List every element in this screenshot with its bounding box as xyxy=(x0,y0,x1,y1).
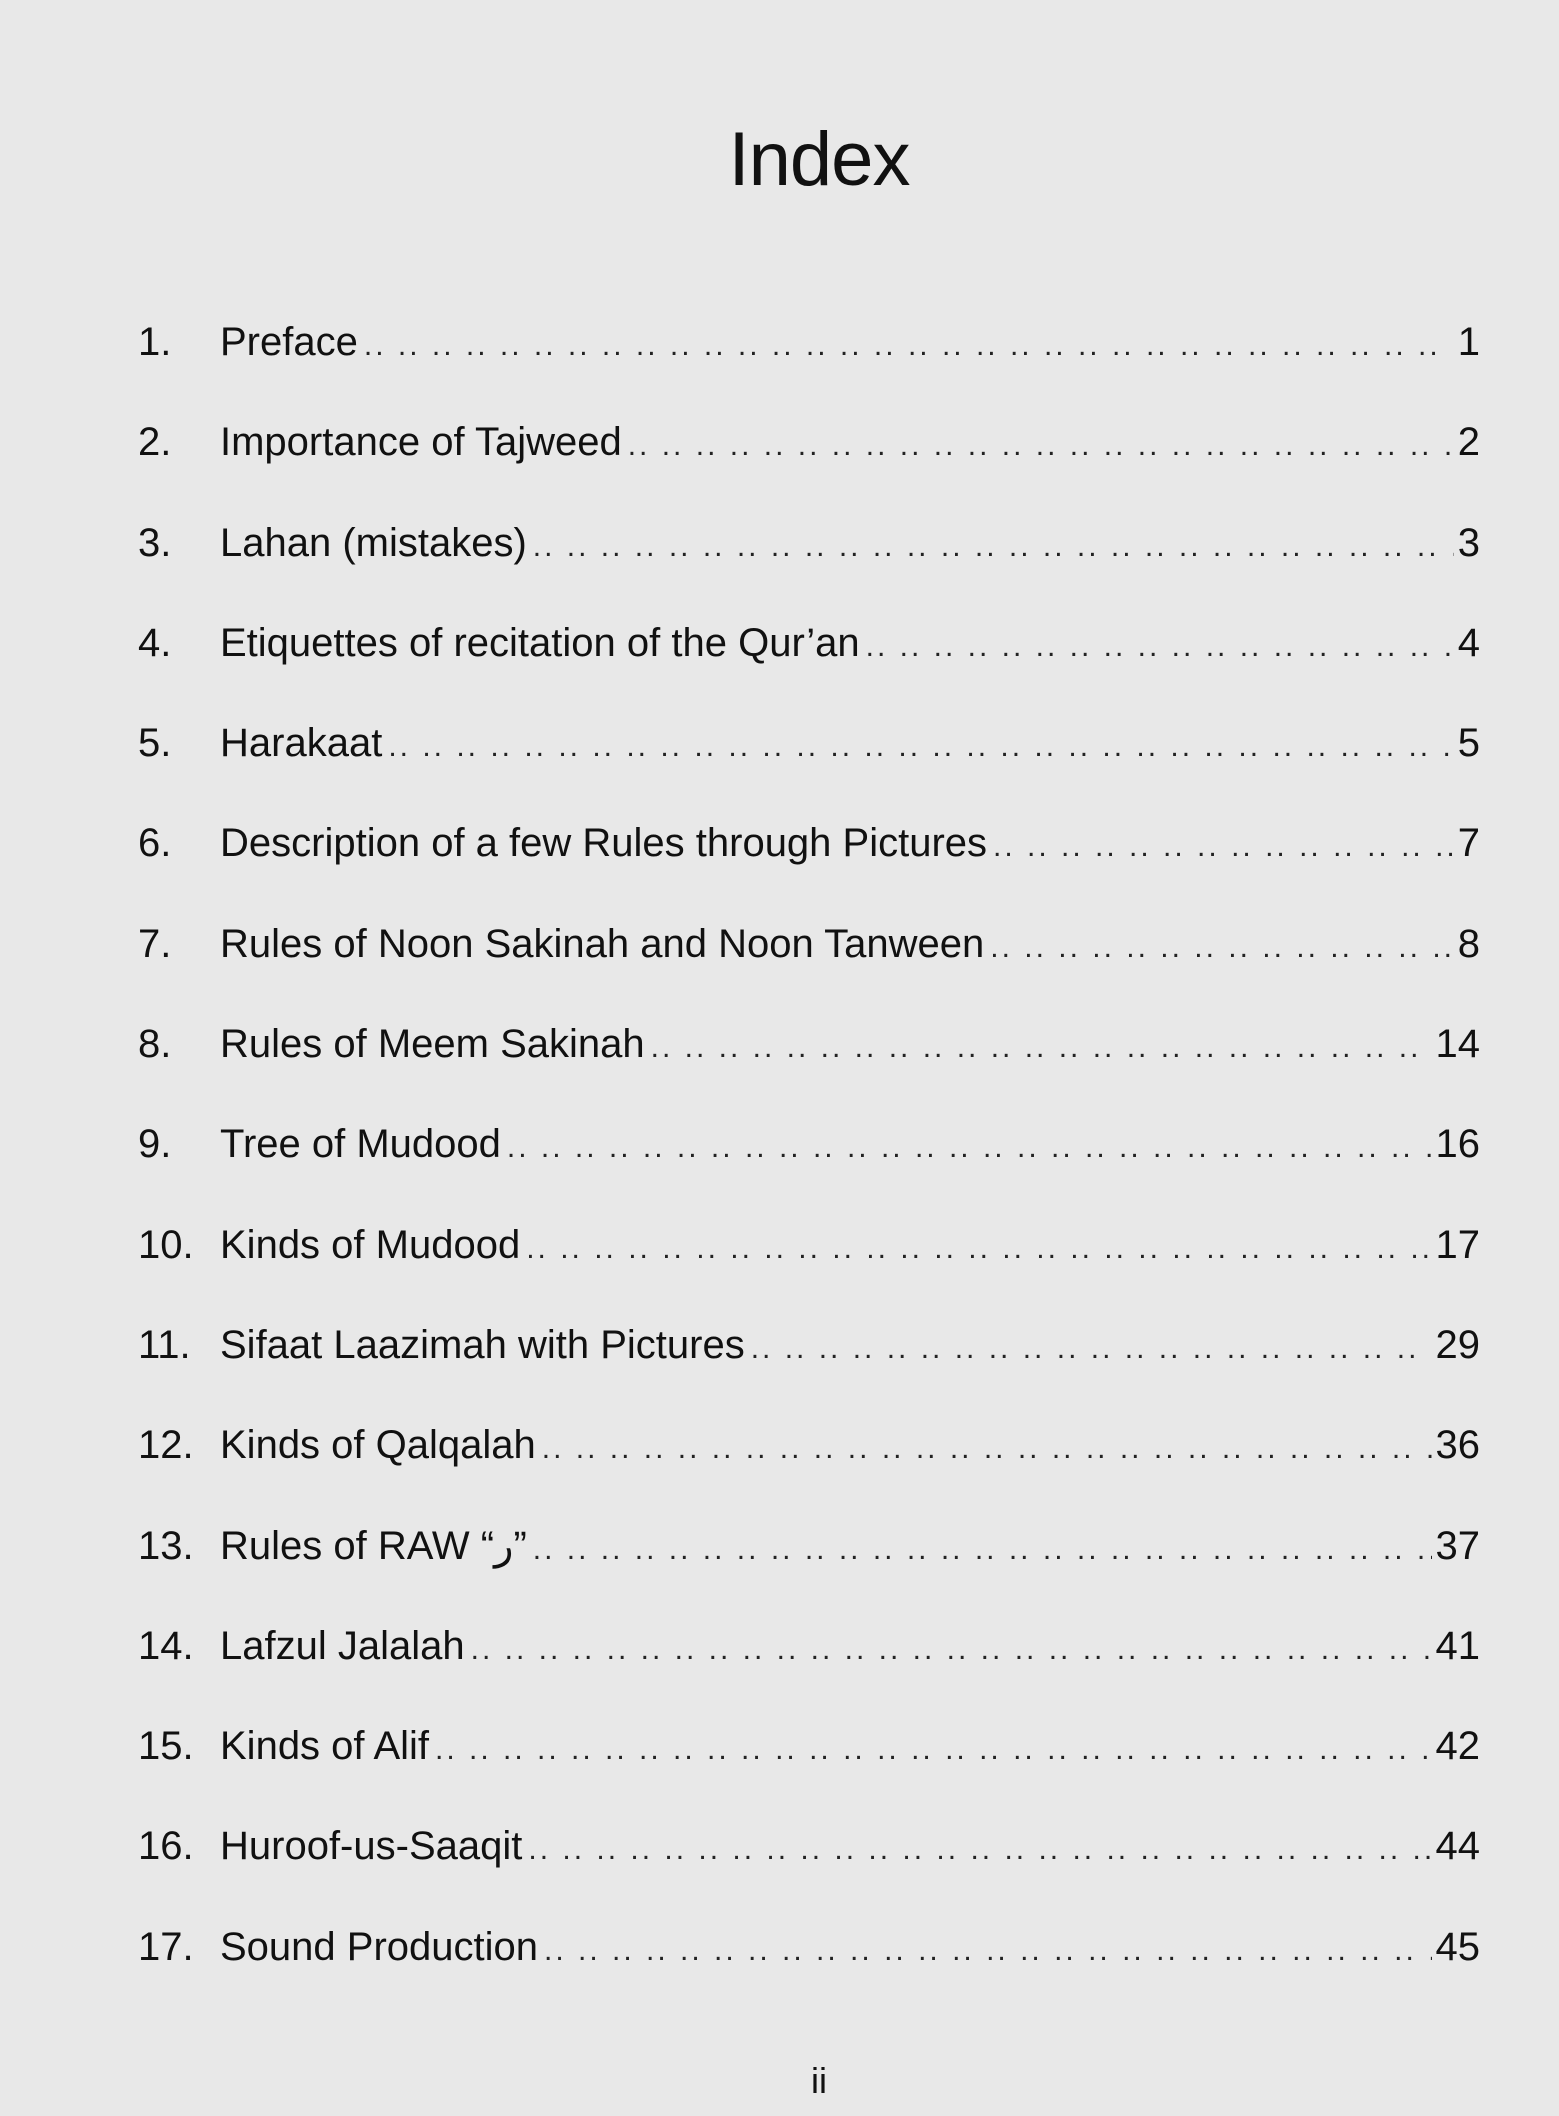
toc-entry-page: 14 xyxy=(1435,1022,1480,1067)
toc-entry-sound-production[interactable] xyxy=(138,1924,1480,2027)
toc-entry-sifaat-laazimah[interactable] xyxy=(138,1322,1480,1425)
toc-entry-title: Kinds of Mudood xyxy=(220,1222,521,1267)
toc-entry-title: Tree of Mudood xyxy=(220,1122,501,1167)
dot-leader xyxy=(751,1334,1432,1364)
table-of-contents xyxy=(138,322,1480,2027)
toc-entry-rules-of-raw[interactable] xyxy=(138,1523,1480,1626)
toc-entry-number: 15. xyxy=(138,1724,194,1769)
toc-entry-number: 1. xyxy=(138,320,172,364)
toc-entry-page: 7 xyxy=(1457,821,1480,866)
toc-entry-number: 10. xyxy=(138,1222,194,1267)
toc-entry-huroof-us-saaqit[interactable] xyxy=(138,1826,1480,1926)
dot-leader xyxy=(651,1033,1432,1063)
dot-leader xyxy=(628,431,1454,461)
dot-leader xyxy=(533,1535,1432,1565)
dot-leader xyxy=(528,1835,1431,1865)
toc-entry-title: Huroof-us-Saaqit xyxy=(220,1824,523,1869)
toc-entry-number: 5. xyxy=(138,721,172,766)
page-number: ii xyxy=(811,2060,827,2101)
toc-entry-title: Sound Production xyxy=(220,1924,539,1969)
toc-entry-number: 8. xyxy=(138,1022,172,1067)
dot-leader xyxy=(364,331,1454,361)
toc-entry-page: 29 xyxy=(1435,1322,1480,1367)
toc-entry-page: 1 xyxy=(1457,320,1480,364)
toc-entry-page: 8 xyxy=(1457,921,1480,966)
dot-leader xyxy=(471,1635,1432,1665)
toc-entry-rules-through-pictures[interactable] xyxy=(138,823,1480,923)
toc-entry-kinds-of-mudood[interactable] xyxy=(138,1222,1480,1325)
toc-entry-number: 4. xyxy=(138,620,172,665)
dot-leader xyxy=(993,832,1454,862)
page-title: Index xyxy=(728,117,910,202)
dot-leader xyxy=(866,632,1454,662)
toc-entry-tree-of-mudood[interactable] xyxy=(138,1124,1480,1224)
toc-entry-preface[interactable] xyxy=(138,322,1480,422)
dot-leader xyxy=(533,532,1454,562)
toc-entry-title: Rules of RAW “ر” xyxy=(220,1523,527,1568)
toc-entry-title: Harakaat xyxy=(220,721,383,766)
toc-entry-lahan[interactable] xyxy=(138,520,1480,623)
toc-entry-number: 6. xyxy=(138,821,172,866)
toc-entry-importance-of-tajweed[interactable] xyxy=(138,422,1480,522)
toc-entry-kinds-of-qalqalah[interactable] xyxy=(138,1425,1480,1525)
toc-entry-number: 16. xyxy=(138,1824,194,1869)
toc-entry-number: 17. xyxy=(138,1924,194,1969)
toc-entry-page: 41 xyxy=(1435,1623,1480,1668)
toc-entry-etiquettes[interactable] xyxy=(138,620,1480,723)
toc-entry-kinds-of-alif[interactable] xyxy=(138,1726,1480,1826)
toc-entry-title: Lafzul Jalalah xyxy=(220,1623,465,1668)
toc-entry-title: Kinds of Qalqalah xyxy=(220,1423,536,1468)
toc-entry-title: Sifaat Laazimah with Pictures xyxy=(220,1322,745,1367)
toc-entry-number: 13. xyxy=(138,1523,194,1568)
toc-entry-page: 4 xyxy=(1457,620,1480,665)
toc-entry-title: Description of a few Rules through Pictures xyxy=(220,821,988,866)
toc-entry-meem-sakinah[interactable] xyxy=(138,1024,1480,1124)
toc-entry-page: 45 xyxy=(1435,1924,1480,1969)
toc-entry-title: Rules of Noon Sakinah and Noon Tanween xyxy=(220,921,985,966)
toc-entry-title: Importance of Tajweed xyxy=(220,420,622,465)
toc-entry-noon-sakinah[interactable] xyxy=(138,921,1480,1024)
toc-entry-lafzul-jalalah[interactable] xyxy=(138,1623,1480,1726)
dot-leader xyxy=(990,933,1454,963)
toc-entry-page: 44 xyxy=(1435,1824,1480,1869)
toc-entry-title: Kinds of Alif xyxy=(220,1724,430,1769)
toc-entry-page: 17 xyxy=(1435,1222,1480,1267)
toc-entry-title: Etiquettes of recitation of the Qur’an xyxy=(220,620,860,665)
toc-entry-number: 3. xyxy=(138,520,172,565)
toc-entry-number: 2. xyxy=(138,420,172,465)
toc-entry-title: Preface xyxy=(220,320,358,364)
dot-leader xyxy=(435,1735,1431,1765)
toc-entry-number: 14. xyxy=(138,1623,194,1668)
toc-entry-page: 37 xyxy=(1435,1523,1480,1568)
dot-leader xyxy=(544,1936,1431,1966)
toc-entry-page: 36 xyxy=(1435,1423,1480,1468)
toc-entry-title: Rules of Meem Sakinah xyxy=(220,1022,645,1067)
toc-entry-page: 5 xyxy=(1457,721,1480,766)
toc-entry-harakaat[interactable] xyxy=(138,723,1480,823)
dot-leader xyxy=(526,1234,1431,1264)
toc-entry-number: 7. xyxy=(138,921,172,966)
dot-leader xyxy=(542,1434,1432,1464)
dot-leader xyxy=(507,1133,1432,1163)
toc-entry-number: 9. xyxy=(138,1122,172,1167)
toc-entry-page: 42 xyxy=(1435,1724,1480,1769)
dot-leader xyxy=(388,732,1453,762)
toc-entry-page: 16 xyxy=(1435,1122,1480,1167)
toc-entry-page: 2 xyxy=(1457,420,1480,465)
toc-entry-page: 3 xyxy=(1457,520,1480,565)
toc-entry-number: 11. xyxy=(138,1322,191,1367)
toc-entry-title: Lahan (mistakes) xyxy=(220,520,527,565)
toc-entry-number: 12. xyxy=(138,1423,194,1468)
